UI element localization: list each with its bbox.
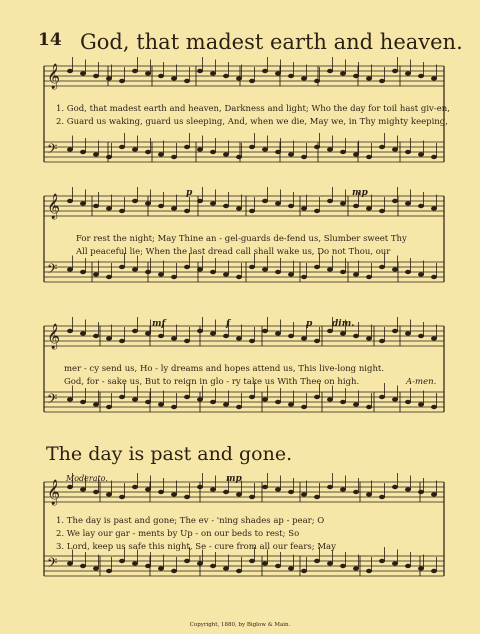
note-head — [132, 329, 138, 333]
note-head — [340, 564, 346, 568]
note-head — [132, 199, 138, 203]
hymn2-verse2: 2. We lay our gar - ments by Up - on our beds to rest; So — [56, 529, 300, 539]
note-head — [379, 145, 385, 149]
note-head — [392, 69, 398, 73]
note-head — [223, 152, 229, 156]
note-head — [379, 265, 385, 269]
note-head — [197, 397, 203, 401]
note-head — [171, 206, 177, 210]
note-head — [275, 487, 281, 491]
note-head — [210, 331, 216, 335]
note-head — [145, 150, 151, 154]
note-head — [236, 336, 242, 340]
note-head — [197, 199, 203, 203]
note-head — [197, 69, 203, 73]
note-head — [171, 275, 177, 279]
note-head — [223, 566, 229, 570]
note-head — [288, 402, 294, 406]
note-head — [67, 69, 73, 73]
note-head — [301, 275, 307, 279]
note-head — [67, 329, 73, 333]
note-head — [405, 331, 411, 335]
note-head — [145, 270, 151, 274]
note-head — [431, 206, 437, 210]
note-head — [379, 79, 385, 83]
note-head — [418, 334, 424, 338]
note-head — [379, 339, 385, 343]
bass-clef: 𝄢 — [47, 261, 58, 280]
note-head — [145, 331, 151, 335]
note-head — [301, 206, 307, 210]
note-head — [301, 76, 307, 80]
note-head — [392, 199, 398, 203]
note-head — [158, 272, 164, 276]
note-head — [210, 487, 216, 491]
note-head — [275, 201, 281, 205]
note-head — [249, 559, 255, 563]
note-head — [80, 487, 86, 491]
note-head — [275, 71, 281, 75]
bass-clef: 𝄢 — [47, 141, 58, 160]
note-head — [327, 147, 333, 151]
note-head — [106, 569, 112, 573]
note-head — [431, 76, 437, 80]
note-head — [392, 147, 398, 151]
note-head — [262, 397, 268, 401]
note-head — [431, 155, 437, 159]
note-head — [158, 334, 164, 338]
note-head — [431, 275, 437, 279]
note-head — [301, 405, 307, 409]
note-head — [145, 71, 151, 75]
note-head — [418, 490, 424, 494]
note-head — [314, 559, 320, 563]
note-head — [210, 201, 216, 205]
note-head — [236, 206, 242, 210]
note-head — [275, 270, 281, 274]
note-head — [405, 400, 411, 404]
note-head — [184, 265, 190, 269]
note-head — [145, 564, 151, 568]
hymn2-title: The day is past and gone. — [46, 443, 293, 465]
note-head — [327, 485, 333, 489]
note-head — [431, 405, 437, 409]
note-head — [119, 209, 125, 213]
note-head — [80, 201, 86, 205]
note-head — [392, 561, 398, 565]
hymn1-amen: A-men. — [406, 377, 437, 387]
hymn1-s1-verse1: 1. God, that madest earth and heaven, Darkness and light; Who the day for toil hast giv-en, — [56, 104, 450, 114]
treble-clef: 𝄞 — [47, 64, 61, 89]
note-head — [132, 147, 138, 151]
note-head — [340, 150, 346, 154]
note-head — [236, 492, 242, 496]
note-head — [249, 145, 255, 149]
note-head — [132, 267, 138, 271]
note-head — [158, 490, 164, 494]
note-head — [249, 339, 255, 343]
hymn1-s3-dyn-mf: mf — [152, 319, 166, 329]
note-head — [418, 204, 424, 208]
note-head — [353, 402, 359, 406]
hymn1-s2-dyn-p: p — [186, 188, 193, 198]
note-head — [392, 485, 398, 489]
hymn2-verse1: 1. The day is past and gone; The ev - 'ning shades ap - pear; O — [56, 516, 325, 526]
note-head — [405, 487, 411, 491]
note-head — [431, 336, 437, 340]
note-head — [132, 485, 138, 489]
note-head — [366, 155, 372, 159]
note-head — [236, 275, 242, 279]
note-head — [314, 145, 320, 149]
note-head — [418, 566, 424, 570]
note-head — [314, 395, 320, 399]
note-head — [353, 74, 359, 78]
note-head — [106, 336, 112, 340]
note-head — [106, 492, 112, 496]
note-head — [366, 275, 372, 279]
note-head — [184, 79, 190, 83]
note-head — [67, 267, 73, 271]
note-head — [93, 204, 99, 208]
note-head — [119, 79, 125, 83]
hymn1-s1-verse2: 2. Guard us waking, guard us sleeping, And, when we die, May we, in Thy mighty keeping, — [56, 117, 448, 127]
note-head — [106, 76, 112, 80]
note-head — [171, 492, 177, 496]
note-head — [327, 199, 333, 203]
bass-clef: 𝄢 — [47, 555, 58, 574]
note-head — [184, 559, 190, 563]
note-head — [67, 397, 73, 401]
note-head — [132, 69, 138, 73]
note-head — [431, 492, 437, 496]
hymn1-s3-verse2: God, for - sake us, But to reign in glo - ry take us With Thee on high. — [64, 377, 360, 387]
note-head — [249, 209, 255, 213]
note-head — [405, 150, 411, 154]
hymn1-s2-verse2: All peaceful lie; When the last dread call shall wake us, Do not Thou, our — [76, 247, 391, 257]
hymn1-s3-dyn-p: p — [306, 319, 313, 329]
treble-clef: 𝄞 — [47, 480, 61, 505]
note-head — [106, 206, 112, 210]
note-head — [145, 400, 151, 404]
note-head — [262, 147, 268, 151]
note-head — [262, 329, 268, 333]
note-head — [288, 204, 294, 208]
note-head — [353, 490, 359, 494]
note-head — [93, 402, 99, 406]
note-head — [288, 74, 294, 78]
note-head — [288, 566, 294, 570]
note-head — [210, 150, 216, 154]
note-head — [340, 487, 346, 491]
note-head — [275, 564, 281, 568]
note-head — [223, 334, 229, 338]
note-head — [197, 329, 203, 333]
note-head — [314, 265, 320, 269]
note-head — [301, 569, 307, 573]
note-head — [327, 397, 333, 401]
note-head — [197, 561, 203, 565]
hymn2-dyn-mp: mp — [226, 474, 242, 484]
note-head — [80, 150, 86, 154]
note-head — [314, 339, 320, 343]
note-head — [119, 145, 125, 149]
note-head — [301, 492, 307, 496]
note-head — [210, 270, 216, 274]
note-head — [353, 204, 359, 208]
note-head — [184, 209, 190, 213]
note-head — [67, 147, 73, 151]
note-head — [405, 270, 411, 274]
note-head — [314, 209, 320, 213]
note-head — [379, 209, 385, 213]
note-head — [67, 485, 73, 489]
note-head — [145, 201, 151, 205]
note-head — [353, 272, 359, 276]
note-head — [340, 71, 346, 75]
note-head — [275, 331, 281, 335]
note-head — [106, 405, 112, 409]
note-head — [119, 265, 125, 269]
note-head — [119, 395, 125, 399]
note-head — [327, 267, 333, 271]
copyright-line: Copyright, 1880, by Biglow & Main. — [189, 622, 291, 628]
hymn1-s2-verse1: For rest the night; May Thine an - gel-guards de-fend us, Slumber sweet Thy — [76, 234, 407, 244]
note-head — [80, 564, 86, 568]
note-head — [80, 331, 86, 335]
note-head — [171, 336, 177, 340]
note-head — [275, 400, 281, 404]
note-head — [366, 336, 372, 340]
hymn2-tempo: Moderato. — [66, 474, 108, 483]
note-head — [418, 402, 424, 406]
note-head — [93, 334, 99, 338]
note-head — [236, 155, 242, 159]
note-head — [197, 267, 203, 271]
note-head — [184, 495, 190, 499]
note-head — [327, 69, 333, 73]
note-head — [262, 485, 268, 489]
note-head — [262, 267, 268, 271]
treble-clef: 𝄞 — [47, 324, 61, 349]
note-head — [158, 204, 164, 208]
note-head — [249, 495, 255, 499]
note-head — [366, 569, 372, 573]
note-head — [288, 490, 294, 494]
note-head — [93, 272, 99, 276]
note-head — [301, 155, 307, 159]
hymn2-verse3: 3. Lord, keep us safe this night, Se - cure from all our fears; May — [56, 542, 336, 552]
note-head — [223, 74, 229, 78]
note-head — [353, 566, 359, 570]
note-head — [171, 405, 177, 409]
note-head — [210, 71, 216, 75]
note-head — [106, 155, 112, 159]
note-head — [236, 405, 242, 409]
note-head — [67, 561, 73, 565]
note-head — [158, 402, 164, 406]
note-head — [171, 569, 177, 573]
note-head — [379, 495, 385, 499]
note-head — [67, 199, 73, 203]
note-head — [392, 267, 398, 271]
note-head — [405, 201, 411, 205]
note-head — [262, 199, 268, 203]
note-head — [379, 395, 385, 399]
note-head — [80, 400, 86, 404]
note-head — [184, 395, 190, 399]
note-head — [223, 204, 229, 208]
note-head — [353, 334, 359, 338]
note-head — [249, 395, 255, 399]
note-head — [158, 152, 164, 156]
note-head — [210, 564, 216, 568]
note-head — [132, 397, 138, 401]
note-head — [327, 561, 333, 565]
note-head — [119, 495, 125, 499]
note-head — [93, 152, 99, 156]
note-head — [301, 336, 307, 340]
note-head — [249, 79, 255, 83]
note-head — [262, 69, 268, 73]
note-head — [327, 329, 333, 333]
note-head — [340, 400, 346, 404]
note-head — [249, 265, 255, 269]
hymn1-title: God, that madest earth and heaven. — [80, 30, 463, 54]
note-head — [171, 155, 177, 159]
note-head — [93, 566, 99, 570]
bass-clef: 𝄢 — [47, 391, 58, 410]
note-head — [132, 561, 138, 565]
note-head — [392, 329, 398, 333]
note-head — [197, 147, 203, 151]
note-head — [418, 152, 424, 156]
note-head — [210, 400, 216, 404]
hymn1-s3-verse1: mer - cy send us, Ho - ly dreams and hopes attend us, This live-long night. — [64, 364, 385, 374]
note-head — [379, 559, 385, 563]
hymn1-s3-dyn-f: f — [226, 319, 230, 329]
note-head — [80, 270, 86, 274]
treble-clef: 𝄞 — [47, 194, 61, 219]
note-head — [392, 397, 398, 401]
note-head — [418, 74, 424, 78]
note-head — [93, 490, 99, 494]
note-head — [223, 490, 229, 494]
note-head — [158, 566, 164, 570]
note-head — [119, 559, 125, 563]
note-head — [119, 339, 125, 343]
note-head — [158, 74, 164, 78]
note-head — [340, 270, 346, 274]
note-head — [353, 152, 359, 156]
note-head — [275, 150, 281, 154]
note-head — [236, 569, 242, 573]
note-head — [106, 275, 112, 279]
note-head — [366, 405, 372, 409]
note-head — [236, 76, 242, 80]
note-head — [223, 272, 229, 276]
note-head — [340, 201, 346, 205]
note-head — [93, 74, 99, 78]
note-head — [405, 564, 411, 568]
note-head — [171, 76, 177, 80]
note-head — [418, 272, 424, 276]
note-head — [288, 334, 294, 338]
note-head — [184, 145, 190, 149]
note-head — [366, 206, 372, 210]
note-head — [184, 339, 190, 343]
note-head — [197, 485, 203, 489]
hymn1-s2-dyn-mp: mp — [352, 188, 368, 198]
note-head — [405, 71, 411, 75]
note-head — [431, 569, 437, 573]
hymn1-s3-dyn-dim: dim. — [332, 319, 355, 329]
note-head — [366, 76, 372, 80]
note-head — [288, 152, 294, 156]
note-head — [145, 487, 151, 491]
note-head — [223, 402, 229, 406]
note-head — [340, 331, 346, 335]
note-head — [262, 561, 268, 565]
note-head — [288, 272, 294, 276]
note-head — [80, 71, 86, 75]
note-head — [366, 492, 372, 496]
page-number: 14 — [38, 30, 62, 50]
note-head — [314, 495, 320, 499]
note-head — [314, 79, 320, 83]
